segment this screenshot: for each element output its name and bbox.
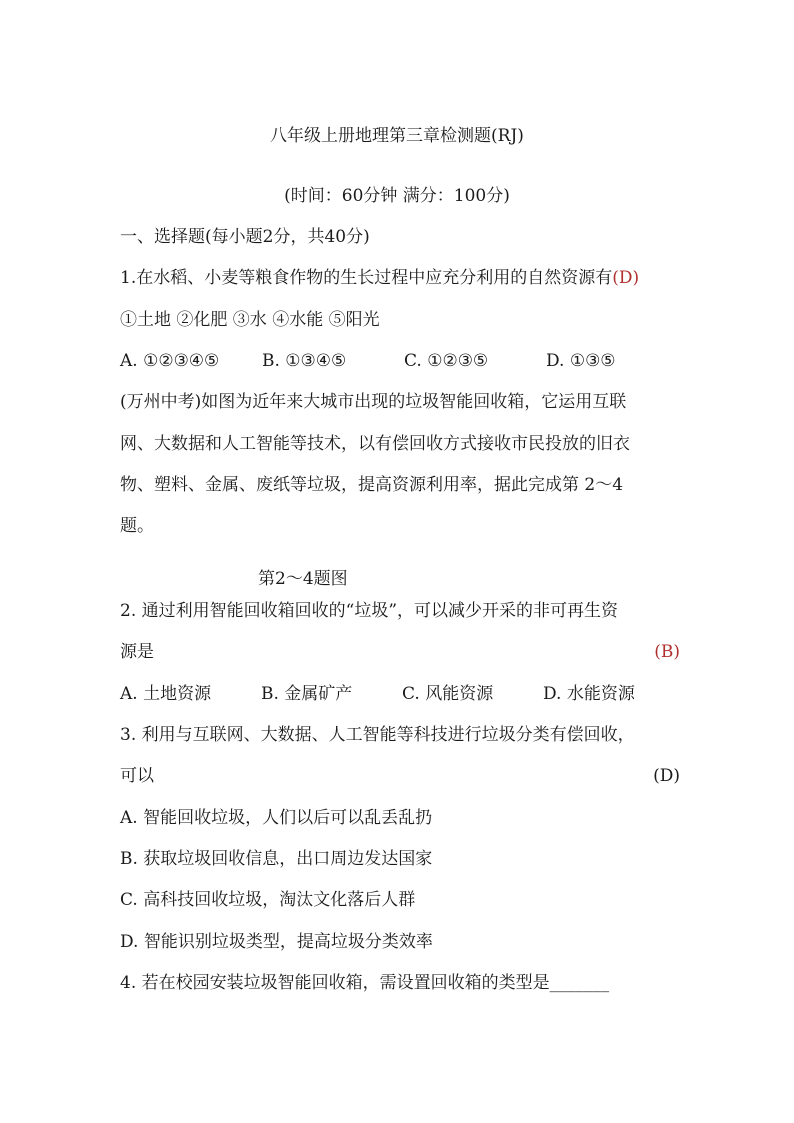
section-heading: 一、选择题(每小题2分，共40分) (120, 227, 370, 247)
q3-option-c: C. 高科技回收垃圾，淘汰文化落后人群 (120, 890, 416, 910)
q1-stem-text: 1.在水稻、小麦等粮食作物的生长过程中应充分利用的自然资源有 (120, 268, 613, 288)
q2-options (120, 682, 680, 706)
intro-line-2: 网、大数据和人工智能等技术，以有偿回收方式接收市民投放的旧衣 (120, 434, 630, 454)
exam-title: 八年级上册地理第三章检测题(RJ) (270, 126, 524, 146)
figure-caption: 第2～4题图 (258, 569, 348, 589)
q3-option-a: A. 智能回收垃圾，人们以后可以乱丢乱扔 (120, 808, 433, 828)
q2-stem-text: 源是 (120, 642, 154, 662)
q3-stem-line-2 (120, 764, 680, 788)
q3-option-b: B. 获取垃圾回收信息，出口周边发达国家 (120, 849, 433, 869)
q3-answer: (D) (653, 766, 680, 786)
q2-stem-line-2 (120, 640, 680, 664)
intro-line-3: 物、塑料、金属、废纸等垃圾，提高资源利用率，据此完成第 2～4 (120, 475, 624, 495)
q2-option-a: A. 土地资源 (120, 684, 212, 704)
intro-line-4: 题。 (120, 516, 154, 536)
intro-line-1: (万州中考)如图为近年来大城市出现的垃圾智能回收箱，它运用互联 (120, 392, 627, 412)
q1-stem (120, 266, 680, 290)
q1-option-d: D. ①③⑤ (546, 351, 616, 371)
q2-option-c: C. 风能资源 (402, 684, 494, 704)
q3-option-d: D. 智能识别垃圾类型，提高垃圾分类效率 (120, 932, 433, 952)
q4-stem: 4. 若在校园安装垃圾智能回收箱，需设置回收箱的类型是_______ (120, 973, 610, 993)
q3-stem-text: 可以 (120, 766, 154, 786)
q2-option-b: B. 金属矿产 (261, 684, 353, 704)
q1-option-a: A. ①②③④⑤ (120, 351, 220, 371)
q1-option-b: B. ①③④⑤ (262, 351, 347, 371)
q2-answer: (B) (654, 642, 680, 662)
q1-answer: (D) (612, 268, 640, 288)
q1-items: ①土地 ②化肥 ③水 ④水能 ⑤阳光 (120, 310, 380, 330)
q2-option-d: D. 水能资源 (543, 684, 635, 704)
q2-stem-line-1: 2. 通过利用智能回收箱回收的“垃圾”，可以减少开采的非可再生资 (120, 601, 619, 621)
q1-options (120, 349, 680, 373)
q3-stem-line-1: 3. 利用与互联网、大数据、人工智能等科技进行垃圾分类有偿回收， (120, 725, 635, 745)
exam-subtitle: (时间：60分钟 满分：100分) (284, 186, 510, 206)
q1-option-c: C. ①②③⑤ (404, 351, 489, 371)
